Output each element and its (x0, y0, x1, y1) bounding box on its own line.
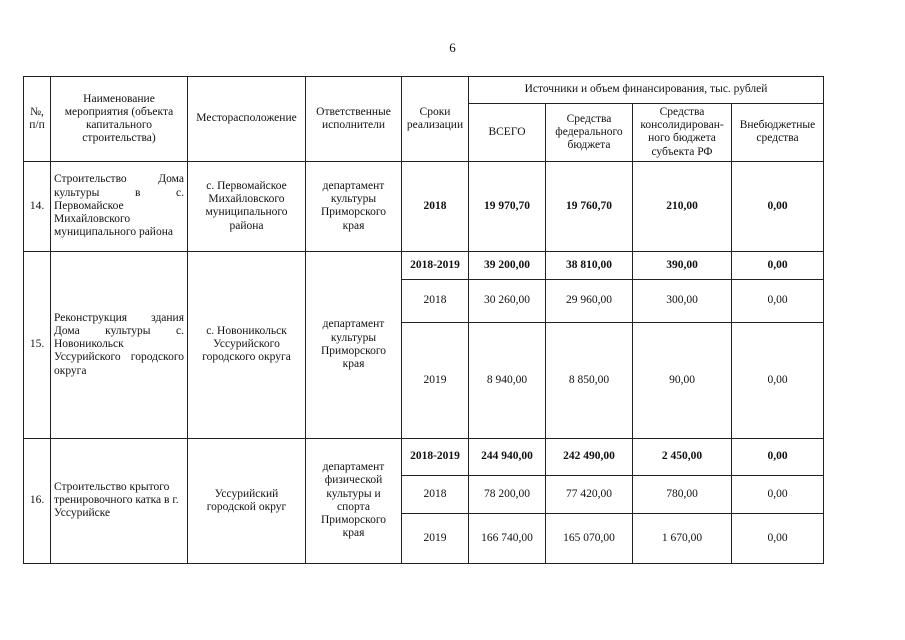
row-term: 2018-2019 (402, 438, 469, 475)
header-name: Наименование мероприятия (объекта капитального строительства) (51, 77, 188, 162)
row-regional: 90,00 (633, 322, 732, 438)
row-total: 19 970,70 (469, 161, 546, 251)
row-term: 2018 (402, 279, 469, 322)
header-row-1 (24, 77, 824, 104)
row-federal: 8 850,00 (546, 322, 633, 438)
row-extra: 0,00 (732, 513, 824, 563)
header-location: Месторасположение (188, 77, 306, 162)
row-name: Строительство Дома культуры в с. Первомайское Михайловского муниципального района (51, 161, 188, 251)
header-extra: Внебюджетные средства (732, 104, 824, 162)
row-total: 244 940,00 (469, 438, 546, 475)
row-federal: 29 960,00 (546, 279, 633, 322)
header-terms: Сроки реализации (402, 77, 469, 162)
row-name: Реконструкция здания Дома культуры с. Новоникольск Уссурийского городского округа (51, 251, 188, 438)
row-location: с. Первомайское Михайловского муниципального района (188, 161, 306, 251)
row-term: 2019 (402, 322, 469, 438)
row-federal: 165 070,00 (546, 513, 633, 563)
header-num: №, п/п (24, 77, 51, 162)
row-total: 30 260,00 (469, 279, 546, 322)
row-federal: 242 490,00 (546, 438, 633, 475)
row-term: 2018 (402, 475, 469, 513)
row-term: 2018-2019 (402, 251, 469, 279)
header-regional: Средства консолидирован-ного бюджета субъекта РФ (633, 104, 732, 162)
row-federal: 38 810,00 (546, 251, 633, 279)
row-num: 15. (24, 251, 51, 438)
row-location: Уссурийский городской округ (188, 438, 306, 563)
row-total: 78 200,00 (469, 475, 546, 513)
row-executor: департамент физической культуры и спорта Приморского края (306, 438, 402, 563)
row-total: 166 740,00 (469, 513, 546, 563)
row-extra: 0,00 (732, 475, 824, 513)
row-executor: департамент культуры Приморского края (306, 161, 402, 251)
header-federal: Средства федерального бюджета (546, 104, 633, 162)
row-federal: 77 420,00 (546, 475, 633, 513)
row-location: с. Новоникольск Уссурийского городского округа (188, 251, 306, 438)
row-name: Строительство крытого тренировочного катка в г. Уссурийске (51, 438, 188, 563)
row-term: 2018 (402, 161, 469, 251)
row-extra: 0,00 (732, 438, 824, 475)
row-extra: 0,00 (732, 279, 824, 322)
header-financing: Источники и объем финансирования, тыс. рублей (469, 77, 824, 104)
header-total: ВСЕГО (469, 104, 546, 162)
row-extra: 0,00 (732, 161, 824, 251)
row-term: 2019 (402, 513, 469, 563)
table-row (24, 438, 824, 475)
row-num: 14. (24, 161, 51, 251)
row-federal: 19 760,70 (546, 161, 633, 251)
row-regional: 210,00 (633, 161, 732, 251)
row-regional: 1 670,00 (633, 513, 732, 563)
row-regional: 390,00 (633, 251, 732, 279)
row-executor: департамент культуры Приморского края (306, 251, 402, 438)
table-row (24, 161, 824, 251)
financing-table (23, 76, 824, 564)
row-total: 8 940,00 (469, 322, 546, 438)
row-regional: 2 450,00 (633, 438, 732, 475)
table-row (24, 251, 824, 279)
row-extra: 0,00 (732, 251, 824, 279)
page-number: 6 (449, 40, 456, 55)
row-total: 39 200,00 (469, 251, 546, 279)
row-regional: 300,00 (633, 279, 732, 322)
row-regional: 780,00 (633, 475, 732, 513)
row-num: 16. (24, 438, 51, 563)
header-executors: Ответственные исполнители (306, 77, 402, 162)
row-extra: 0,00 (732, 322, 824, 438)
